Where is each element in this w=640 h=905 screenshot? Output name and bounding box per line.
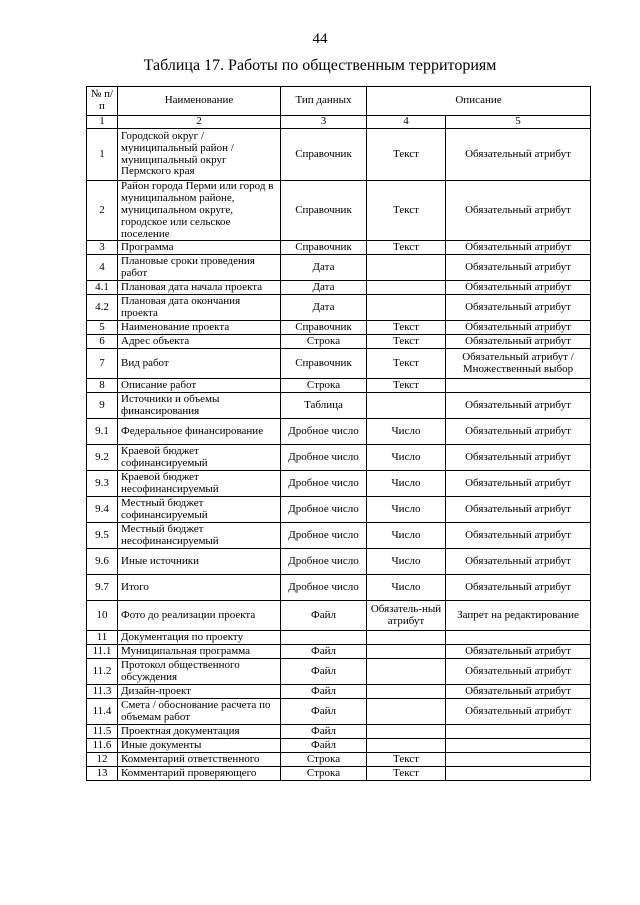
row-data-type: Файл <box>281 659 367 685</box>
table-body <box>87 116 591 781</box>
table-row <box>87 255 591 281</box>
row-number: 9.7 <box>87 575 118 601</box>
row-data-type: Файл <box>281 685 367 699</box>
table-row <box>87 699 591 725</box>
row-data-type: Справочник <box>281 129 367 181</box>
table-row <box>87 471 591 497</box>
row-data-type: Файл <box>281 725 367 739</box>
row-data-type: Дробное число <box>281 471 367 497</box>
row-data-type: Дробное число <box>281 497 367 523</box>
row-description-col5 <box>446 379 591 393</box>
table-row <box>87 601 591 631</box>
row-description-col5: Обязательный атрибут <box>446 321 591 335</box>
row-number: 9.4 <box>87 497 118 523</box>
row-name: Краевой бюджет софинансируемый <box>118 445 281 471</box>
row-name: Наименование проекта <box>118 321 281 335</box>
row-description-col5 <box>446 631 591 645</box>
row-description-col5: Запрет на редактирование <box>446 601 591 631</box>
row-number: 10 <box>87 601 118 631</box>
row-description-col5: Обязательный атрибут <box>446 523 591 549</box>
row-description-col4 <box>367 699 446 725</box>
table-row <box>87 767 591 781</box>
row-data-type: Таблица <box>281 393 367 419</box>
table-row <box>87 129 591 181</box>
table-row <box>87 295 591 321</box>
row-name: Городской округ / муниципальный район / муниципальный округ Пермского края <box>118 129 281 181</box>
column-number: 1 <box>87 116 118 129</box>
row-data-type: Файл <box>281 739 367 753</box>
row-description-col4 <box>367 685 446 699</box>
row-description-col4 <box>367 281 446 295</box>
row-name: Комментарий ответственного <box>118 753 281 767</box>
row-number: 5 <box>87 321 118 335</box>
table-header <box>87 87 591 116</box>
table-row <box>87 419 591 445</box>
row-number: 9.5 <box>87 523 118 549</box>
row-data-type: Строка <box>281 753 367 767</box>
row-description-col4: Обязатель-ный атрибут <box>367 601 446 631</box>
table-row <box>87 753 591 767</box>
row-description-col5: Обязательный атрибут <box>446 335 591 349</box>
row-name: Проектная документация <box>118 725 281 739</box>
header-name: Наименование <box>118 87 281 116</box>
row-description-col5: Обязательный атрибут <box>446 281 591 295</box>
row-name: Местный бюджет несофинансируемый <box>118 523 281 549</box>
row-name: Плановые сроки проведения работ <box>118 255 281 281</box>
row-description-col4 <box>367 645 446 659</box>
table-row <box>87 523 591 549</box>
header-description: Описание <box>367 87 591 116</box>
row-data-type: Дробное число <box>281 549 367 575</box>
row-number: 4 <box>87 255 118 281</box>
row-number: 9 <box>87 393 118 419</box>
column-number: 3 <box>281 116 367 129</box>
row-description-col4: Число <box>367 471 446 497</box>
row-name: Местный бюджет софинансируемый <box>118 497 281 523</box>
row-description-col5: Обязательный атрибут <box>446 659 591 685</box>
table-row <box>87 379 591 393</box>
row-number: 4.2 <box>87 295 118 321</box>
table-row <box>87 445 591 471</box>
page-number: 44 <box>312 31 328 47</box>
row-name: Адрес объекта <box>118 335 281 349</box>
row-description-col4: Число <box>367 419 446 445</box>
row-description-col5: Обязательный атрибут <box>446 129 591 181</box>
row-description-col4: Число <box>367 523 446 549</box>
row-data-type: Строка <box>281 379 367 393</box>
row-description-col5 <box>446 767 591 781</box>
row-description-col5 <box>446 725 591 739</box>
row-data-type: Дата <box>281 255 367 281</box>
row-description-col5: Обязательный атрибут <box>446 295 591 321</box>
table-row <box>87 725 591 739</box>
row-name: Протокол общественного обсуждения <box>118 659 281 685</box>
table-row <box>87 659 591 685</box>
row-name: Плановая дата окончания проекта <box>118 295 281 321</box>
row-description-col4: Число <box>367 575 446 601</box>
column-numbers-row <box>87 116 591 129</box>
row-data-type: Строка <box>281 335 367 349</box>
row-description-col4: Текст <box>367 129 446 181</box>
row-description-col5: Обязательный атрибут <box>446 181 591 241</box>
row-data-type: Справочник <box>281 349 367 379</box>
row-data-type: Файл <box>281 645 367 659</box>
row-data-type: Дробное число <box>281 523 367 549</box>
row-name: Итого <box>118 575 281 601</box>
table-row <box>87 497 591 523</box>
row-description-col5: Обязательный атрибут <box>446 393 591 419</box>
row-name: Муниципальная программа <box>118 645 281 659</box>
row-description-col4 <box>367 739 446 753</box>
table-row <box>87 335 591 349</box>
row-name: Источники и объемы финансирования <box>118 393 281 419</box>
table-row <box>87 393 591 419</box>
row-data-type: Справочник <box>281 321 367 335</box>
row-data-type: Файл <box>281 601 367 631</box>
row-description-col5: Обязательный атрибут <box>446 575 591 601</box>
table-row <box>87 739 591 753</box>
row-description-col4 <box>367 295 446 321</box>
row-number: 11.6 <box>87 739 118 753</box>
row-data-type: Справочник <box>281 181 367 241</box>
row-number: 11 <box>87 631 118 645</box>
row-number: 9.1 <box>87 419 118 445</box>
header-type: Тип данных <box>281 87 367 116</box>
row-name: Смета / обоснование расчета по объемам работ <box>118 699 281 725</box>
row-name: Вид работ <box>118 349 281 379</box>
row-name: Федеральное финансирование <box>118 419 281 445</box>
row-description-col4: Текст <box>367 379 446 393</box>
row-number: 11.3 <box>87 685 118 699</box>
row-name: Плановая дата начала проекта <box>118 281 281 295</box>
row-description-col5: Обязательный атрибут <box>446 471 591 497</box>
row-description-col4: Текст <box>367 241 446 255</box>
table-row <box>87 181 591 241</box>
works-table <box>86 86 591 781</box>
row-description-col4 <box>367 725 446 739</box>
row-number: 8 <box>87 379 118 393</box>
row-description-col5 <box>446 739 591 753</box>
row-description-col4: Текст <box>367 181 446 241</box>
table-row <box>87 575 591 601</box>
row-data-type: Дробное число <box>281 445 367 471</box>
row-name: Иные документы <box>118 739 281 753</box>
row-description-col4 <box>367 631 446 645</box>
row-description-col4: Текст <box>367 753 446 767</box>
row-data-type <box>281 631 367 645</box>
row-data-type: Дата <box>281 281 367 295</box>
row-name: Комментарий проверяющего <box>118 767 281 781</box>
table-row <box>87 549 591 575</box>
row-number: 13 <box>87 767 118 781</box>
column-number: 2 <box>118 116 281 129</box>
row-name: Иные источники <box>118 549 281 575</box>
row-number: 7 <box>87 349 118 379</box>
row-number: 12 <box>87 753 118 767</box>
row-name: Краевой бюджет несофинансируемый <box>118 471 281 497</box>
row-number: 11.2 <box>87 659 118 685</box>
row-description-col4: Текст <box>367 767 446 781</box>
table-row <box>87 685 591 699</box>
row-number: 9.6 <box>87 549 118 575</box>
row-description-col5: Обязательный атрибут <box>446 255 591 281</box>
row-number: 11.1 <box>87 645 118 659</box>
table-row <box>87 281 591 295</box>
row-name: Описание работ <box>118 379 281 393</box>
row-number: 11.5 <box>87 725 118 739</box>
table-row <box>87 645 591 659</box>
row-description-col5 <box>446 753 591 767</box>
row-description-col4: Число <box>367 445 446 471</box>
row-number: 9.2 <box>87 445 118 471</box>
table-row <box>87 631 591 645</box>
column-number: 5 <box>446 116 591 129</box>
row-description-col4 <box>367 255 446 281</box>
row-name: Документация по проекту <box>118 631 281 645</box>
row-description-col4: Текст <box>367 321 446 335</box>
row-description-col4: Число <box>367 549 446 575</box>
row-description-col5: Обязательный атрибут <box>446 685 591 699</box>
row-description-col5: Обязательный атрибут <box>446 445 591 471</box>
row-number: 9.3 <box>87 471 118 497</box>
row-description-col5: Обязательный атрибут <box>446 699 591 725</box>
row-number: 3 <box>87 241 118 255</box>
column-number: 4 <box>367 116 446 129</box>
row-data-type: Справочник <box>281 241 367 255</box>
row-description-col5: Обязательный атрибут <box>446 419 591 445</box>
row-description-col4: Текст <box>367 335 446 349</box>
row-name: Дизайн-проект <box>118 685 281 699</box>
table-row <box>87 349 591 379</box>
row-number: 11.4 <box>87 699 118 725</box>
table-title: Таблица 17. Работы по общественным территориям <box>143 57 497 74</box>
table-row <box>87 321 591 335</box>
row-name: Фото до реализации проекта <box>118 601 281 631</box>
row-data-type: Дробное число <box>281 419 367 445</box>
row-description-col5: Обязательный атрибут <box>446 497 591 523</box>
header-num: № п/п <box>87 87 118 116</box>
row-data-type: Дробное число <box>281 575 367 601</box>
row-data-type: Файл <box>281 699 367 725</box>
row-name: Район города Перми или город в муниципальном районе, муниципальном округе, городское или сельское поселение <box>118 181 281 241</box>
row-number: 2 <box>87 181 118 241</box>
row-data-type: Строка <box>281 767 367 781</box>
row-description-col5: Обязательный атрибут / Множественный выбор <box>446 349 591 379</box>
table-row <box>87 241 591 255</box>
row-number: 6 <box>87 335 118 349</box>
row-description-col4 <box>367 393 446 419</box>
row-description-col4 <box>367 659 446 685</box>
row-description-col5: Обязательный атрибут <box>446 549 591 575</box>
row-description-col5: Обязательный атрибут <box>446 241 591 255</box>
row-description-col4: Текст <box>367 349 446 379</box>
row-number: 4.1 <box>87 281 118 295</box>
row-description-col5: Обязательный атрибут <box>446 645 591 659</box>
row-number: 1 <box>87 129 118 181</box>
row-data-type: Дата <box>281 295 367 321</box>
row-description-col4: Число <box>367 497 446 523</box>
row-name: Программа <box>118 241 281 255</box>
